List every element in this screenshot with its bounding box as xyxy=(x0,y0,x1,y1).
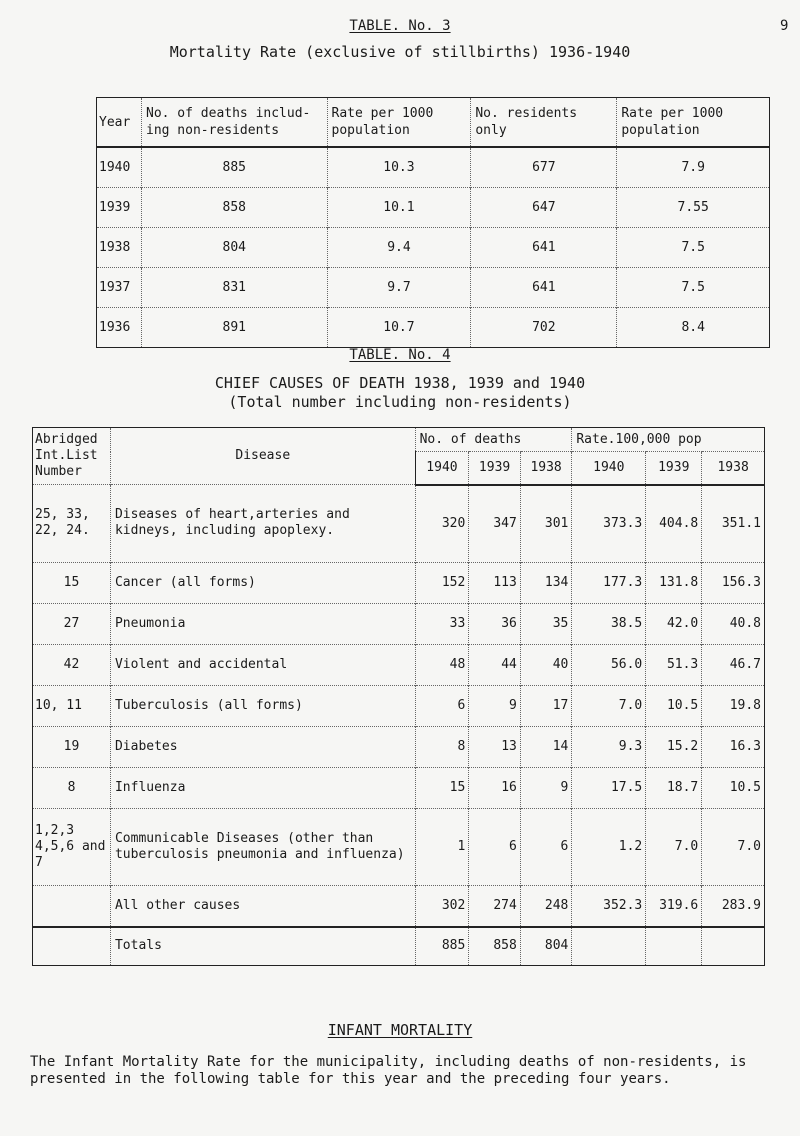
cell-disease: Influenza xyxy=(110,767,415,808)
cell: 404.8 xyxy=(646,485,702,563)
cell: 16.3 xyxy=(702,726,765,767)
cell-abridged: 1,2,3 4,5,6 and 7 xyxy=(33,808,111,885)
table-row xyxy=(33,685,765,726)
cell: 248 xyxy=(520,885,572,927)
cell-disease: Tuberculosis (all forms) xyxy=(110,685,415,726)
cell: 9.3 xyxy=(572,726,646,767)
cell: 9 xyxy=(520,767,572,808)
cell: 16 xyxy=(469,767,521,808)
cell: 352.3 xyxy=(572,885,646,927)
cell: 33 xyxy=(415,603,469,644)
totals-row xyxy=(33,927,765,966)
col-rate-pop: Rate per 1000 population xyxy=(327,98,471,148)
table-row xyxy=(97,268,770,308)
cell-disease: Violent and accidental xyxy=(110,644,415,685)
col-deaths-incl: No. of deaths includ- ing non-residents xyxy=(142,98,328,148)
cell: 113 xyxy=(469,562,521,603)
cell: 347 xyxy=(469,485,521,563)
cell: 702 xyxy=(471,308,617,348)
col-deaths-group: No. of deaths xyxy=(415,428,572,452)
cell: 7.5 xyxy=(617,268,770,308)
col-abridged: Abridged Int.List Number xyxy=(33,428,111,485)
table-row xyxy=(33,808,765,885)
cell: 9.4 xyxy=(327,228,471,268)
totals-label: Totals xyxy=(110,927,415,966)
cell: 1.2 xyxy=(572,808,646,885)
table-row xyxy=(97,228,770,268)
cell-abridged: 15 xyxy=(33,562,111,603)
cell-abridged: 10, 11 xyxy=(33,685,111,726)
cell: 1940 xyxy=(97,147,142,188)
col-rate-pop-res: Rate per 1000 population xyxy=(617,98,770,148)
col-disease: Disease xyxy=(110,428,415,485)
cell: 40 xyxy=(520,644,572,685)
cell: 56.0 xyxy=(572,644,646,685)
cell: 8.4 xyxy=(617,308,770,348)
table3-title: TABLE. No. 3 xyxy=(349,18,451,34)
cell: 641 xyxy=(471,268,617,308)
cell: 885 xyxy=(142,147,328,188)
cell-abridged xyxy=(33,927,111,966)
cell-abridged: 25, 33, 22, 24. xyxy=(33,485,111,563)
cell: 885 xyxy=(415,927,469,966)
col-year-1938: 1938 xyxy=(520,452,572,485)
cell-abridged: 19 xyxy=(33,726,111,767)
col-rate-group: Rate.100,000 pop xyxy=(572,428,765,452)
cell: 17 xyxy=(520,685,572,726)
cell: 283.9 xyxy=(702,885,765,927)
cell: 10.5 xyxy=(646,685,702,726)
col-rate-1939: 1939 xyxy=(646,452,702,485)
cell: 134 xyxy=(520,562,572,603)
cell: 804 xyxy=(520,927,572,966)
cell: 1938 xyxy=(97,228,142,268)
cell-abridged: 42 xyxy=(33,644,111,685)
cell: 1937 xyxy=(97,268,142,308)
cell xyxy=(702,927,765,966)
cell: 6 xyxy=(469,808,521,885)
cell: 17.5 xyxy=(572,767,646,808)
cell: 10.3 xyxy=(327,147,471,188)
table-row xyxy=(33,562,765,603)
cell: 1939 xyxy=(97,188,142,228)
infant-mortality-heading: INFANT MORTALITY xyxy=(327,1021,473,1039)
cell: 351.1 xyxy=(702,485,765,563)
table-row xyxy=(33,644,765,685)
cell: 51.3 xyxy=(646,644,702,685)
cell: 15 xyxy=(415,767,469,808)
cell: 804 xyxy=(142,228,328,268)
cell: 7.0 xyxy=(702,808,765,885)
col-year-1940: 1940 xyxy=(415,452,469,485)
cell-abridged xyxy=(33,885,111,927)
cell: 10.5 xyxy=(702,767,765,808)
cell: 7.55 xyxy=(617,188,770,228)
cell-disease: Diabetes xyxy=(110,726,415,767)
cell-disease: Diseases of heart,arteries and kidneys, including apoplexy. xyxy=(110,485,415,563)
cell: 9.7 xyxy=(327,268,471,308)
cell: 48 xyxy=(415,644,469,685)
cell: 677 xyxy=(471,147,617,188)
cell-disease: Pneumonia xyxy=(110,603,415,644)
cell: 46.7 xyxy=(702,644,765,685)
table-row xyxy=(97,308,770,348)
col-rate-1938: 1938 xyxy=(702,452,765,485)
cell: 641 xyxy=(471,228,617,268)
cell: 13 xyxy=(469,726,521,767)
table-row xyxy=(97,147,770,188)
table3-subtitle: Mortality Rate (exclusive of stillbirths) 1936-1940 xyxy=(169,43,631,61)
table-row xyxy=(33,603,765,644)
cell: 156.3 xyxy=(702,562,765,603)
cell: 1936 xyxy=(97,308,142,348)
table-row xyxy=(33,885,765,927)
cell: 6 xyxy=(415,685,469,726)
table4-subtitle: CHIEF CAUSES OF DEATH 1938, 1939 and 1940 xyxy=(214,374,586,392)
cell: 10.1 xyxy=(327,188,471,228)
table-row xyxy=(33,726,765,767)
cell-abridged: 27 xyxy=(33,603,111,644)
cell: 858 xyxy=(142,188,328,228)
cell: 15.2 xyxy=(646,726,702,767)
cell: 42.0 xyxy=(646,603,702,644)
cell: 274 xyxy=(469,885,521,927)
cell: 320 xyxy=(415,485,469,563)
table-header-row xyxy=(97,98,770,148)
cell: 891 xyxy=(142,308,328,348)
infant-mortality-paragraph: The Infant Mortality Rate for the municipality, including deaths of non-residents, is presented in the following table for this year and the preceding four years. xyxy=(30,1054,747,1087)
cell: 18.7 xyxy=(646,767,702,808)
col-rate-1940: 1940 xyxy=(572,452,646,485)
cell-abridged: 8 xyxy=(33,767,111,808)
cell: 44 xyxy=(469,644,521,685)
table-row xyxy=(97,188,770,228)
cell: 14 xyxy=(520,726,572,767)
cell: 7.0 xyxy=(572,685,646,726)
cell: 858 xyxy=(469,927,521,966)
cell-disease: All other causes xyxy=(110,885,415,927)
table-row xyxy=(33,767,765,808)
cell xyxy=(572,927,646,966)
cell: 8 xyxy=(415,726,469,767)
cell: 19.8 xyxy=(702,685,765,726)
cell: 373.3 xyxy=(572,485,646,563)
table-header-row xyxy=(33,428,765,452)
cell: 319.6 xyxy=(646,885,702,927)
cell: 177.3 xyxy=(572,562,646,603)
cell: 10.7 xyxy=(327,308,471,348)
cell: 647 xyxy=(471,188,617,228)
table4-title: TABLE. No. 4 xyxy=(349,347,451,363)
cell: 1 xyxy=(415,808,469,885)
cell: 35 xyxy=(520,603,572,644)
cell: 7.0 xyxy=(646,808,702,885)
causes-of-death-table xyxy=(32,427,765,966)
cell-disease: Communicable Diseases (other than tuberculosis pneumonia and influenza) xyxy=(110,808,415,885)
col-year-1939: 1939 xyxy=(469,452,521,485)
cell: 7.9 xyxy=(617,147,770,188)
cell xyxy=(646,927,702,966)
cell: 831 xyxy=(142,268,328,308)
table4-subtitle-2: (Total number including non-residents) xyxy=(228,393,572,411)
cell: 36 xyxy=(469,603,521,644)
cell: 301 xyxy=(520,485,572,563)
cell: 6 xyxy=(520,808,572,885)
mortality-rate-table xyxy=(96,97,770,348)
col-year: Year xyxy=(97,98,142,148)
cell: 38.5 xyxy=(572,603,646,644)
cell-disease: Cancer (all forms) xyxy=(110,562,415,603)
cell: 152 xyxy=(415,562,469,603)
cell: 40.8 xyxy=(702,603,765,644)
cell: 7.5 xyxy=(617,228,770,268)
cell: 9 xyxy=(469,685,521,726)
col-residents: No. residents only xyxy=(471,98,617,148)
page-number: 9 xyxy=(780,18,789,34)
cell: 131.8 xyxy=(646,562,702,603)
table-row xyxy=(33,485,765,563)
cell: 302 xyxy=(415,885,469,927)
